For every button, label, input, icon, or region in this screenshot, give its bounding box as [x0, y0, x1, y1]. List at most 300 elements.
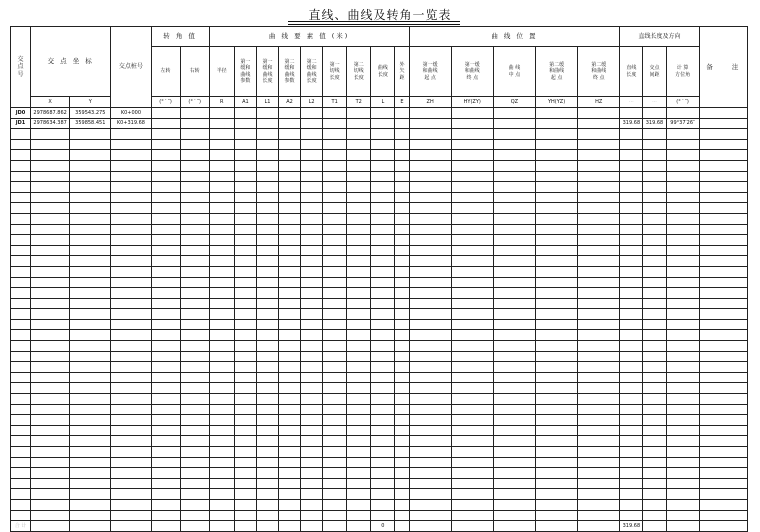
turn-angle-header: 转 角 值: [151, 27, 209, 47]
table-cell: [278, 341, 300, 352]
table-cell: [395, 182, 409, 193]
table-cell: [409, 150, 451, 161]
table-cell: [31, 383, 70, 394]
table-cell: [347, 139, 371, 150]
table-cell: [347, 150, 371, 161]
table-cell: [151, 160, 180, 171]
table-cell: [409, 383, 451, 394]
table-cell: [643, 108, 666, 119]
table-cell: [699, 457, 747, 468]
table-cell: [323, 351, 347, 362]
l-symbol: L: [371, 97, 395, 108]
table-cell: [301, 362, 323, 373]
table-cell: [395, 362, 409, 373]
table-cell: [643, 245, 666, 256]
table-cell: [347, 298, 371, 309]
table-cell: [666, 468, 699, 479]
table-cell: [70, 341, 111, 352]
table-cell: [620, 150, 643, 161]
table-cell: [234, 521, 256, 532]
table-cell: [278, 436, 300, 447]
table-cell: [409, 139, 451, 150]
table-cell: [180, 245, 209, 256]
table-cell: [180, 182, 209, 193]
table-cell: [578, 139, 620, 150]
line-length-total: 319.68: [620, 521, 643, 532]
table-cell: [323, 394, 347, 405]
table-cell: [347, 192, 371, 203]
table-cell: [451, 160, 493, 171]
table-cell: [699, 468, 747, 479]
table-cell: [70, 447, 111, 458]
table-cell: [395, 213, 409, 224]
table-cell: [371, 404, 395, 415]
table-cell: [323, 192, 347, 203]
table-cell: [11, 319, 31, 330]
table-cell: [409, 309, 451, 320]
table-cell: [323, 372, 347, 383]
table-row: [11, 394, 748, 405]
table-cell: [111, 362, 151, 373]
table-cell: [209, 298, 234, 309]
table-cell: [536, 309, 578, 320]
table-row: [11, 510, 748, 521]
table-cell: [256, 341, 278, 352]
table-cell: [578, 277, 620, 288]
table-cell: [209, 203, 234, 214]
table-cell: [699, 330, 747, 341]
table-cell: [666, 478, 699, 489]
table-cell: [409, 288, 451, 299]
table-cell: [620, 394, 643, 405]
table-cell: [536, 319, 578, 330]
table-cell: [347, 129, 371, 140]
table-cell: [256, 362, 278, 373]
table-cell: [31, 288, 70, 299]
table-cell: [493, 415, 535, 426]
table-cell: [180, 447, 209, 458]
table-cell: [371, 510, 395, 521]
table-cell: [323, 118, 347, 129]
table-cell: [371, 447, 395, 458]
table-cell: [31, 192, 70, 203]
table-cell: [70, 394, 111, 405]
table-cell: [323, 521, 347, 532]
table-cell: [151, 235, 180, 246]
table-cell: [256, 171, 278, 182]
table-cell: [278, 499, 300, 510]
table-cell: [493, 330, 535, 341]
table-cell: [395, 425, 409, 436]
table-row: [11, 129, 748, 140]
table-cell: [151, 521, 180, 532]
table-cell: [620, 478, 643, 489]
table-cell: [347, 436, 371, 447]
table-cell: [111, 245, 151, 256]
table-cell: [643, 139, 666, 150]
table-cell: [111, 372, 151, 383]
table-cell: [151, 330, 180, 341]
table-cell: [578, 203, 620, 214]
table-cell: [371, 425, 395, 436]
table-cell: [151, 245, 180, 256]
table-cell: [578, 245, 620, 256]
table-cell: [493, 309, 535, 320]
table-cell: [234, 108, 256, 119]
table-cell: [578, 213, 620, 224]
table-cell: [256, 108, 278, 119]
table-cell: [409, 341, 451, 352]
table-cell: [180, 118, 209, 129]
table-cell: [151, 139, 180, 150]
table-cell: [180, 266, 209, 277]
table-cell: [643, 341, 666, 352]
table-cell: [278, 203, 300, 214]
table-cell: [151, 192, 180, 203]
table-cell: [620, 489, 643, 500]
table-row: [11, 235, 748, 246]
table-cell: [31, 415, 70, 426]
table-cell: [323, 362, 347, 373]
table-cell: [180, 394, 209, 405]
table-row: [11, 521, 748, 532]
table-cell: [666, 235, 699, 246]
table-cell: [70, 277, 111, 288]
table-cell: [31, 203, 70, 214]
table-cell: [234, 160, 256, 171]
table-cell: [371, 499, 395, 510]
table-cell: [180, 108, 209, 119]
table-cell: [323, 277, 347, 288]
table-row: [11, 256, 748, 267]
table-cell: [643, 489, 666, 500]
table-cell: [347, 372, 371, 383]
table-cell: [666, 298, 699, 309]
table-cell: [323, 129, 347, 140]
table-cell: [643, 266, 666, 277]
curve-elements-header: 曲 线 要 素 值 (米): [209, 27, 409, 47]
table-cell: [620, 309, 643, 320]
table-cell: [371, 150, 395, 161]
table-cell: [578, 108, 620, 119]
table-cell: [620, 319, 643, 330]
table-cell: [151, 436, 180, 447]
table-cell: [278, 182, 300, 193]
table-cell: [666, 489, 699, 500]
table-cell: [278, 139, 300, 150]
table-cell: [278, 383, 300, 394]
table-cell: [209, 394, 234, 405]
table-cell: [643, 213, 666, 224]
table-cell: [234, 499, 256, 510]
table-cell: [699, 235, 747, 246]
table-cell: [536, 436, 578, 447]
table-cell: [666, 404, 699, 415]
table-cell: [409, 489, 451, 500]
table-cell: [31, 309, 70, 320]
table-cell: [371, 394, 395, 405]
table-cell: [234, 203, 256, 214]
table-cell: [451, 245, 493, 256]
table-cell: [347, 203, 371, 214]
table-cell: [493, 266, 535, 277]
table-cell: [234, 436, 256, 447]
table-cell: [699, 224, 747, 235]
table-cell: [578, 415, 620, 426]
table-cell: [209, 415, 234, 426]
table-cell: [643, 171, 666, 182]
table-cell: [209, 457, 234, 468]
line-length-unit: ···: [620, 97, 643, 108]
table-cell: [451, 330, 493, 341]
table-cell: [234, 468, 256, 479]
table-cell: [395, 436, 409, 447]
table-cell: [699, 447, 747, 458]
table-cell: [578, 266, 620, 277]
table-cell: [493, 362, 535, 373]
table-row: [11, 171, 748, 182]
table-cell: [301, 192, 323, 203]
table-cell: [620, 415, 643, 426]
table-row: [11, 362, 748, 373]
table-cell: [256, 160, 278, 171]
table-cell: [234, 415, 256, 426]
table-cell: [111, 256, 151, 267]
table-cell: [371, 383, 395, 394]
table-cell: [451, 224, 493, 235]
table-cell: [666, 383, 699, 394]
table-cell: [699, 415, 747, 426]
table-cell: [278, 245, 300, 256]
table-cell: [536, 182, 578, 193]
table-cell: [256, 478, 278, 489]
table-cell: [666, 108, 699, 119]
table-cell: [451, 256, 493, 267]
table-cell: [620, 372, 643, 383]
table-cell: [347, 266, 371, 277]
table-cell: [620, 256, 643, 267]
table-cell: [278, 298, 300, 309]
table-cell: [278, 129, 300, 140]
table-cell: [578, 309, 620, 320]
table-cell: [578, 150, 620, 161]
table-cell: [451, 182, 493, 193]
table-cell: [699, 404, 747, 415]
table-cell: [371, 160, 395, 171]
table-cell: [371, 256, 395, 267]
table-row: [11, 309, 748, 320]
table-cell: [536, 129, 578, 140]
radius-header: 半径: [209, 47, 234, 97]
table-cell: [620, 362, 643, 373]
table-cell: [409, 436, 451, 447]
table-cell: [256, 298, 278, 309]
table-cell: [666, 150, 699, 161]
table-cell: [493, 118, 535, 129]
table-cell: [347, 499, 371, 510]
table-cell: [256, 404, 278, 415]
table-cell: [11, 468, 31, 479]
table-cell: [536, 404, 578, 415]
table-cell: [536, 266, 578, 277]
table-cell: [409, 182, 451, 193]
a1-symbol: A1: [234, 97, 256, 108]
table-cell: [643, 351, 666, 362]
table-cell: [578, 160, 620, 171]
x-header: X: [31, 97, 70, 108]
table-cell: [643, 457, 666, 468]
table-cell: [371, 213, 395, 224]
table-cell: [493, 298, 535, 309]
table-cell: [451, 362, 493, 373]
table-cell: [620, 171, 643, 182]
table-cell: [666, 436, 699, 447]
table-cell: [151, 256, 180, 267]
table-cell: [111, 235, 151, 246]
table-cell: [620, 182, 643, 193]
table-cell: [493, 213, 535, 224]
table-cell: [209, 256, 234, 267]
table-cell: [395, 457, 409, 468]
table-cell: [643, 129, 666, 140]
table-cell: [31, 436, 70, 447]
table-cell: [666, 447, 699, 458]
table-cell: [11, 457, 31, 468]
table-cell: [180, 150, 209, 161]
table-cell: [536, 213, 578, 224]
table-cell: [209, 478, 234, 489]
table-cell: [180, 489, 209, 500]
table-cell: [151, 383, 180, 394]
table-cell: [180, 203, 209, 214]
table-cell: [180, 436, 209, 447]
line-group-header: 直线长度及方向: [620, 27, 699, 47]
table-cell: [578, 129, 620, 140]
table-cell: [371, 351, 395, 362]
table-cell: [451, 425, 493, 436]
table-cell: [395, 118, 409, 129]
table-cell: [323, 245, 347, 256]
table-cell: [699, 182, 747, 193]
table-cell: [666, 192, 699, 203]
table-cell: [256, 489, 278, 500]
table-cell: [371, 372, 395, 383]
table-cell: [371, 319, 395, 330]
table-cell: [256, 256, 278, 267]
table-cell: [70, 372, 111, 383]
table-cell: [70, 415, 111, 426]
table-cell: [371, 224, 395, 235]
table-cell: [180, 499, 209, 510]
table-cell: [301, 415, 323, 426]
table-cell: [643, 288, 666, 299]
table-cell: [409, 447, 451, 458]
table-cell: [493, 256, 535, 267]
table-cell: [409, 108, 451, 119]
table-cell: [256, 235, 278, 246]
table-cell: [395, 224, 409, 235]
table-cell: [451, 394, 493, 405]
table-cell: [409, 118, 451, 129]
table-cell: [323, 298, 347, 309]
table-cell: [323, 150, 347, 161]
table-cell: [11, 383, 31, 394]
table-cell: [493, 468, 535, 479]
table-cell: [111, 510, 151, 521]
table-cell: [234, 288, 256, 299]
table-cell: [395, 235, 409, 246]
table-cell: [323, 468, 347, 479]
table-cell: [70, 330, 111, 341]
table-cell: [256, 288, 278, 299]
table-cell: [31, 341, 70, 352]
table-cell: [643, 362, 666, 373]
table-cell: [301, 203, 323, 214]
table-cell: [371, 129, 395, 140]
table-cell: [31, 425, 70, 436]
table-cell: [301, 213, 323, 224]
r-symbol: R: [209, 97, 234, 108]
table-cell: [180, 362, 209, 373]
table-cell: [620, 330, 643, 341]
table-cell: [395, 192, 409, 203]
table-cell: [11, 192, 31, 203]
table-row: [11, 499, 748, 510]
table-cell: [151, 457, 180, 468]
table-cell: [323, 457, 347, 468]
table-row: [11, 489, 748, 500]
table-cell: [536, 171, 578, 182]
table-cell: [699, 192, 747, 203]
table-title: 直线、曲线及转角一览表: [308, 8, 452, 22]
table-cell: [323, 436, 347, 447]
table-cell: [409, 256, 451, 267]
table-cell: [209, 108, 234, 119]
table-cell: [699, 478, 747, 489]
table-cell: [493, 457, 535, 468]
table-cell: [395, 160, 409, 171]
table-cell: [643, 160, 666, 171]
table-cell: [536, 521, 578, 532]
table-cell: [151, 351, 180, 362]
table-cell: [278, 108, 300, 119]
table-cell: [209, 118, 234, 129]
table-cell: [301, 436, 323, 447]
table-cell: [11, 256, 31, 267]
table-cell: [234, 383, 256, 394]
table-cell: [31, 394, 70, 405]
qz-header: 曲 线 中 点: [493, 47, 535, 97]
table-cell: [111, 298, 151, 309]
remark-header: 备 注: [699, 27, 747, 108]
table-cell: [180, 341, 209, 352]
table-cell: [643, 277, 666, 288]
table-cell: [699, 394, 747, 405]
table-cell: [278, 213, 300, 224]
table-cell: [347, 521, 371, 532]
table-cell: [11, 372, 31, 383]
table-cell: [666, 182, 699, 193]
table-cell: [180, 298, 209, 309]
table-cell: [31, 362, 70, 373]
table-cell: [578, 288, 620, 299]
table-cell: [301, 457, 323, 468]
table-cell: [111, 319, 151, 330]
l1-header: 第一 缓和 曲线 长度: [256, 47, 278, 97]
table-cell: [347, 478, 371, 489]
table-cell: [11, 309, 31, 320]
table-cell: [11, 277, 31, 288]
